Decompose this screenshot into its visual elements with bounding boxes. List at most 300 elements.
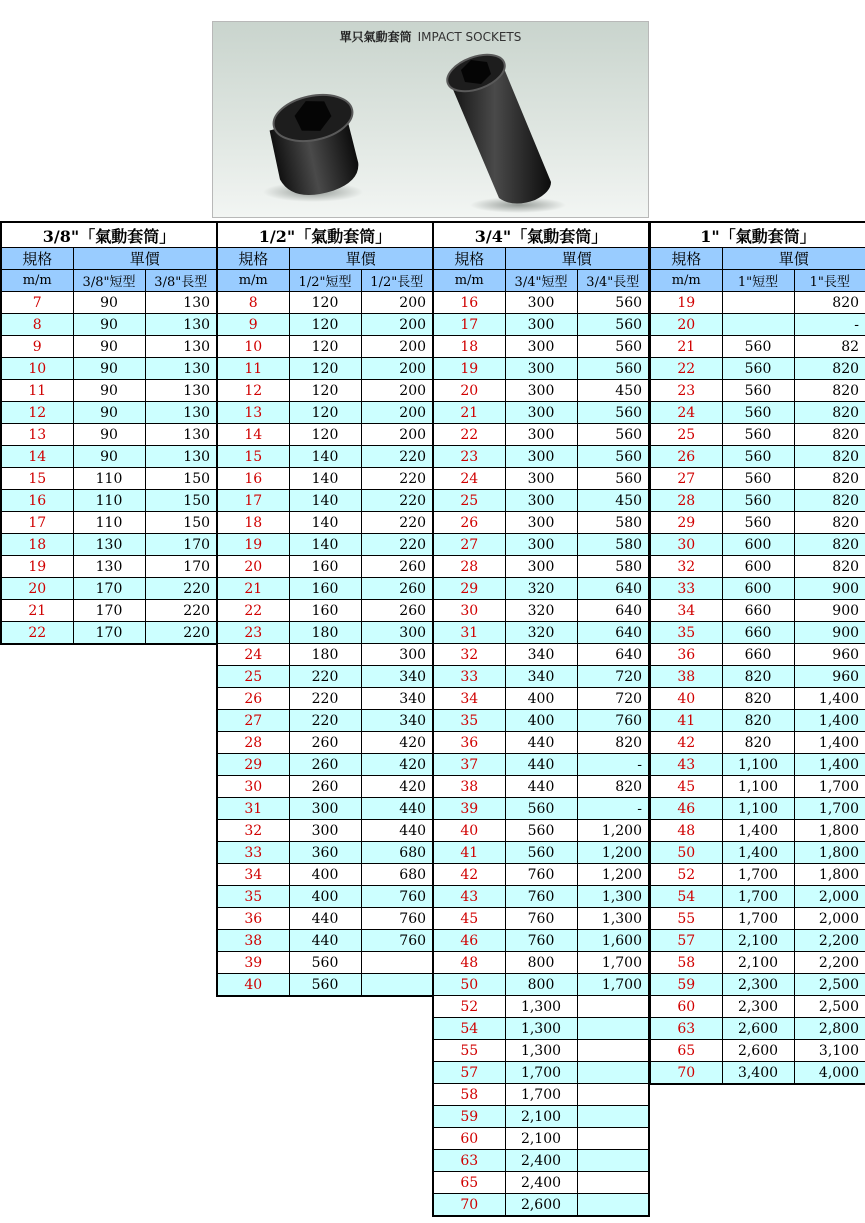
long-price-cell: 1,400 (794, 732, 865, 754)
long-price-cell: 760 (361, 886, 433, 908)
size-cell: 35 (650, 622, 722, 644)
long-price-cell (577, 1194, 649, 1217)
short-price-cell: 400 (289, 864, 361, 886)
table-row (433, 754, 649, 776)
long-price-cell: 200 (361, 402, 433, 424)
long-price-cell: 760 (577, 710, 649, 732)
long-price-cell: 820 (794, 468, 865, 490)
size-cell: 34 (650, 600, 722, 622)
table-row (217, 490, 433, 512)
long-price-cell: 130 (145, 446, 217, 468)
size-cell: 46 (650, 798, 722, 820)
short-price-cell: 140 (289, 446, 361, 468)
short-price-cell: 1,300 (505, 1040, 577, 1062)
long-price-cell: 820 (577, 776, 649, 798)
short-price-cell: 560 (722, 336, 794, 358)
size-cell: 52 (650, 864, 722, 886)
long-price-cell (577, 996, 649, 1018)
long-price-cell: 220 (145, 600, 217, 622)
subheader-row (217, 270, 433, 292)
long-socket-icon (442, 48, 566, 213)
table-row (217, 930, 433, 952)
long-price-cell: 1,200 (577, 864, 649, 886)
short-price-cell: 1,700 (722, 908, 794, 930)
long-price-cell: - (794, 314, 865, 336)
long-price-cell: 130 (145, 292, 217, 314)
size-cell: 46 (433, 930, 505, 952)
long-price-cell: 560 (577, 336, 649, 358)
table-row (650, 490, 865, 512)
long-price-cell: 150 (145, 512, 217, 534)
long-price-cell: 340 (361, 710, 433, 732)
long-price-cell: 640 (577, 622, 649, 644)
size-cell: 18 (1, 534, 73, 556)
short-price-cell: 1,300 (505, 996, 577, 1018)
table-row (433, 600, 649, 622)
long-price-cell: 2,500 (794, 974, 865, 996)
table-row (650, 666, 865, 688)
short-price-cell: 2,400 (505, 1150, 577, 1172)
long-price-cell: 720 (577, 688, 649, 710)
short-price-cell: 90 (73, 446, 145, 468)
size-cell: 22 (433, 424, 505, 446)
short-price-cell: 2,100 (505, 1106, 577, 1128)
long-price-cell: 440 (361, 820, 433, 842)
size-cell: 45 (433, 908, 505, 930)
short-price-cell: 170 (73, 578, 145, 600)
table-row (1, 600, 217, 622)
short-price-cell: 760 (505, 930, 577, 952)
long-price-cell: 450 (577, 380, 649, 402)
product-banner (212, 21, 649, 218)
size-header: 規格 (1, 248, 73, 270)
table-row (217, 754, 433, 776)
table-row (217, 424, 433, 446)
table-row (433, 556, 649, 578)
long-price-cell: - (577, 754, 649, 776)
subheader-row (1, 270, 217, 292)
long-price-cell: 130 (145, 424, 217, 446)
size-cell: 33 (217, 842, 289, 864)
long-price-cell: 960 (794, 666, 865, 688)
table-row (217, 556, 433, 578)
table-row (650, 710, 865, 732)
size-cell: 28 (217, 732, 289, 754)
long-price-cell: 2,000 (794, 908, 865, 930)
size-cell: 29 (217, 754, 289, 776)
short-price-cell: 2,100 (505, 1128, 577, 1150)
long-price-cell: 82 (794, 336, 865, 358)
long-price-cell: 2,000 (794, 886, 865, 908)
table-row (217, 358, 433, 380)
short-price-cell: 160 (289, 600, 361, 622)
table-row (650, 512, 865, 534)
size-cell: 20 (217, 556, 289, 578)
size-cell: 12 (1, 402, 73, 424)
size-cell: 43 (650, 754, 722, 776)
table-row (217, 578, 433, 600)
long-price-cell: 150 (145, 490, 217, 512)
long-price-cell: 560 (577, 314, 649, 336)
table-row (650, 1018, 865, 1040)
table-title-row (650, 222, 865, 248)
size-cell: 13 (1, 424, 73, 446)
table-row (650, 754, 865, 776)
table-row (217, 864, 433, 886)
short-price-cell: 600 (722, 534, 794, 556)
table-row (650, 996, 865, 1018)
short-price-cell: 1,700 (505, 1084, 577, 1106)
long-price-cell: 560 (577, 424, 649, 446)
long-price-cell: 1,400 (794, 710, 865, 732)
size-cell: 41 (650, 710, 722, 732)
size-cell: 55 (433, 1040, 505, 1062)
short-price-cell: 320 (505, 622, 577, 644)
long-price-cell (361, 952, 433, 974)
table-row (217, 402, 433, 424)
short-price-cell: 120 (289, 314, 361, 336)
table-row (650, 1040, 865, 1062)
short-price-cell: 1,100 (722, 798, 794, 820)
size-cell: 12 (217, 380, 289, 402)
long-price-cell: 340 (361, 666, 433, 688)
short-price-cell: 140 (289, 512, 361, 534)
price-header: 單價 (73, 248, 217, 270)
long-price-cell: 260 (361, 578, 433, 600)
long-price-cell: 200 (361, 358, 433, 380)
subheader-row (433, 270, 649, 292)
table-row (650, 600, 865, 622)
size-cell: 36 (217, 908, 289, 930)
short-price-cell: 2,300 (722, 996, 794, 1018)
long-price-cell (577, 1172, 649, 1194)
short-price-cell: 660 (722, 600, 794, 622)
size-cell: 58 (650, 952, 722, 974)
long-price-cell: 130 (145, 314, 217, 336)
size-cell: 20 (650, 314, 722, 336)
long-price-cell: 1,700 (577, 952, 649, 974)
short-price-cell: 110 (73, 490, 145, 512)
long-price-cell: 340 (361, 688, 433, 710)
long-price-cell: 1,400 (794, 688, 865, 710)
short-price-cell: 300 (505, 490, 577, 512)
long-price-cell: 820 (794, 490, 865, 512)
long-price-cell: 1,800 (794, 820, 865, 842)
table-3-4 (432, 221, 650, 1217)
size-cell: 27 (650, 468, 722, 490)
table-row (217, 710, 433, 732)
short-price-cell: 2,600 (505, 1194, 577, 1217)
table-row (433, 864, 649, 886)
short-price-cell: 300 (505, 534, 577, 556)
table-row (1, 534, 217, 556)
short-price-cell: 260 (289, 776, 361, 798)
long-price-cell: 220 (361, 468, 433, 490)
short-price-cell: 300 (505, 402, 577, 424)
unit-header: m/m (217, 270, 289, 292)
long-price-cell: 4,000 (794, 1062, 865, 1085)
table-1-2 (216, 221, 434, 997)
short-price-cell: 560 (722, 490, 794, 512)
short-price-cell: 120 (289, 402, 361, 424)
size-cell: 10 (217, 336, 289, 358)
size-cell: 24 (433, 468, 505, 490)
size-cell: 63 (650, 1018, 722, 1040)
table-row (433, 1128, 649, 1150)
short-price-cell: 1,300 (505, 1018, 577, 1040)
long-price-cell: 150 (145, 468, 217, 490)
size-cell: 8 (1, 314, 73, 336)
table-row (433, 490, 649, 512)
long-price-cell: 760 (361, 930, 433, 952)
size-cell: 38 (433, 776, 505, 798)
size-cell: 26 (650, 446, 722, 468)
table-row (217, 886, 433, 908)
table-row (1, 336, 217, 358)
price-header: 單價 (505, 248, 649, 270)
size-cell: 7 (1, 292, 73, 314)
table-row (1, 468, 217, 490)
size-cell: 30 (217, 776, 289, 798)
long-price-cell: 2,800 (794, 1018, 865, 1040)
short-price-cell: 560 (289, 974, 361, 997)
size-header: 規格 (433, 248, 505, 270)
table-row (1, 622, 217, 645)
short-price-cell: 1,100 (722, 776, 794, 798)
short-price-cell: 300 (505, 292, 577, 314)
short-price-cell: 260 (289, 754, 361, 776)
long-price-cell (577, 1084, 649, 1106)
long-price-cell: 1,300 (577, 908, 649, 930)
table-row (1, 358, 217, 380)
long-price-cell: 220 (361, 446, 433, 468)
size-cell: 14 (1, 446, 73, 468)
short-price-cell: 90 (73, 314, 145, 336)
short-price-cell: 560 (505, 798, 577, 820)
size-cell: 17 (1, 512, 73, 534)
short-price-cell: 2,300 (722, 974, 794, 996)
size-cell: 65 (433, 1172, 505, 1194)
short-price-cell: 300 (289, 798, 361, 820)
short-price-cell: 760 (505, 908, 577, 930)
size-cell: 25 (433, 490, 505, 512)
long-price-cell: 1,400 (794, 754, 865, 776)
long-price-cell: 130 (145, 358, 217, 380)
short-price-cell: 560 (722, 358, 794, 380)
short-price-cell: 440 (505, 776, 577, 798)
unit-header: m/m (1, 270, 73, 292)
long-price-cell (577, 1018, 649, 1040)
long-price-cell: 820 (794, 402, 865, 424)
size-cell: 10 (1, 358, 73, 380)
size-cell: 28 (433, 556, 505, 578)
long-price-cell: 200 (361, 424, 433, 446)
short-price-cell: 560 (722, 446, 794, 468)
table-row (217, 820, 433, 842)
long-price-cell: 820 (577, 732, 649, 754)
size-cell: 70 (433, 1194, 505, 1217)
short-price-cell: 180 (289, 644, 361, 666)
size-cell: 59 (433, 1106, 505, 1128)
short-type-header: 1"短型 (722, 270, 794, 292)
short-price-cell: 90 (73, 380, 145, 402)
unit-header: m/m (433, 270, 505, 292)
size-cell: 34 (217, 864, 289, 886)
short-price-cell: 560 (505, 820, 577, 842)
table-row (433, 446, 649, 468)
table-row (217, 798, 433, 820)
size-cell: 70 (650, 1062, 722, 1085)
short-price-cell: 300 (505, 314, 577, 336)
short-price-cell: 820 (722, 666, 794, 688)
table-row (650, 622, 865, 644)
short-price-cell: 440 (289, 908, 361, 930)
long-type-header: 3/4"長型 (577, 270, 649, 292)
table-row (217, 732, 433, 754)
table-row (217, 688, 433, 710)
short-price-cell: 220 (289, 710, 361, 732)
long-price-cell (577, 1150, 649, 1172)
short-price-cell: 300 (505, 512, 577, 534)
long-type-header: 1/2"長型 (361, 270, 433, 292)
long-price-cell: 420 (361, 754, 433, 776)
table-row (433, 1062, 649, 1084)
table-1-inch (649, 221, 865, 1085)
short-price-cell: 300 (505, 556, 577, 578)
short-price-cell: 120 (289, 358, 361, 380)
table-row (433, 996, 649, 1018)
table-row (217, 908, 433, 930)
short-price-cell: 120 (289, 292, 361, 314)
size-header: 規格 (217, 248, 289, 270)
long-price-cell: 420 (361, 732, 433, 754)
short-price-cell: 170 (73, 622, 145, 645)
long-price-cell: 560 (577, 402, 649, 424)
table-row (1, 578, 217, 600)
short-price-cell: 440 (505, 754, 577, 776)
short-price-cell: 300 (505, 424, 577, 446)
short-price-cell: 560 (722, 468, 794, 490)
size-cell: 21 (217, 578, 289, 600)
short-price-cell: 130 (73, 534, 145, 556)
size-cell: 33 (650, 578, 722, 600)
size-cell: 54 (433, 1018, 505, 1040)
short-price-cell: 760 (505, 864, 577, 886)
short-price-cell: 2,600 (722, 1018, 794, 1040)
size-cell: 29 (433, 578, 505, 600)
banner-title-en: IMPACT SOCKETS (417, 30, 522, 44)
size-cell: 40 (433, 820, 505, 842)
table-row (217, 446, 433, 468)
short-price-cell: 760 (505, 886, 577, 908)
size-cell: 58 (433, 1084, 505, 1106)
short-price-cell: 120 (289, 336, 361, 358)
short-price-cell: 90 (73, 424, 145, 446)
short-price-cell: 300 (505, 380, 577, 402)
long-price-cell: 820 (794, 556, 865, 578)
size-cell: 24 (650, 402, 722, 424)
size-cell: 48 (650, 820, 722, 842)
size-cell: 17 (217, 490, 289, 512)
short-price-cell: 560 (722, 512, 794, 534)
table-row (433, 644, 649, 666)
long-price-cell: 220 (361, 512, 433, 534)
short-price-cell: 660 (722, 644, 794, 666)
short-price-cell: 600 (722, 578, 794, 600)
table-row (433, 842, 649, 864)
size-cell: 19 (650, 292, 722, 314)
long-price-cell: 2,500 (794, 996, 865, 1018)
size-cell: 26 (433, 512, 505, 534)
long-price-cell: 580 (577, 556, 649, 578)
long-price-cell: 680 (361, 864, 433, 886)
long-price-cell: 450 (577, 490, 649, 512)
short-price-cell: 3,400 (722, 1062, 794, 1085)
long-price-cell: 130 (145, 336, 217, 358)
size-cell: 22 (217, 600, 289, 622)
long-price-cell: 820 (794, 380, 865, 402)
size-cell: 22 (650, 358, 722, 380)
table-row (433, 776, 649, 798)
long-price-cell: - (577, 798, 649, 820)
table-row (433, 1106, 649, 1128)
unit-header: m/m (650, 270, 722, 292)
size-cell: 43 (433, 886, 505, 908)
long-price-cell: 640 (577, 644, 649, 666)
size-cell: 48 (433, 952, 505, 974)
long-price-cell: 960 (794, 644, 865, 666)
table-row (1, 402, 217, 424)
table-row (433, 1150, 649, 1172)
short-price-cell (722, 292, 794, 314)
table-row (217, 776, 433, 798)
table-row (433, 292, 649, 314)
long-price-cell: 300 (361, 644, 433, 666)
short-price-cell: 130 (73, 556, 145, 578)
price-header: 單價 (722, 248, 865, 270)
short-price-cell: 90 (73, 402, 145, 424)
long-price-cell: 1,300 (577, 886, 649, 908)
size-cell: 36 (650, 644, 722, 666)
table-row (433, 952, 649, 974)
size-cell: 34 (433, 688, 505, 710)
size-cell: 31 (433, 622, 505, 644)
table-row (217, 622, 433, 644)
short-price-cell: 800 (505, 952, 577, 974)
long-price-cell: 1,700 (794, 798, 865, 820)
short-price-cell: 2,400 (505, 1172, 577, 1194)
long-price-cell: 900 (794, 600, 865, 622)
short-price-cell: 360 (289, 842, 361, 864)
size-cell: 54 (650, 886, 722, 908)
size-cell: 8 (217, 292, 289, 314)
size-cell: 60 (433, 1128, 505, 1150)
table-row (650, 1062, 865, 1085)
table-row (650, 402, 865, 424)
long-price-cell: 260 (361, 556, 433, 578)
table-row (433, 1194, 649, 1217)
long-price-cell (577, 1128, 649, 1150)
table-row (217, 842, 433, 864)
table-row (217, 512, 433, 534)
table-row (650, 446, 865, 468)
size-cell: 35 (217, 886, 289, 908)
short-price-cell: 340 (505, 666, 577, 688)
table-row (217, 336, 433, 358)
long-price-cell: 260 (361, 600, 433, 622)
size-cell: 55 (650, 908, 722, 930)
table-row (217, 292, 433, 314)
